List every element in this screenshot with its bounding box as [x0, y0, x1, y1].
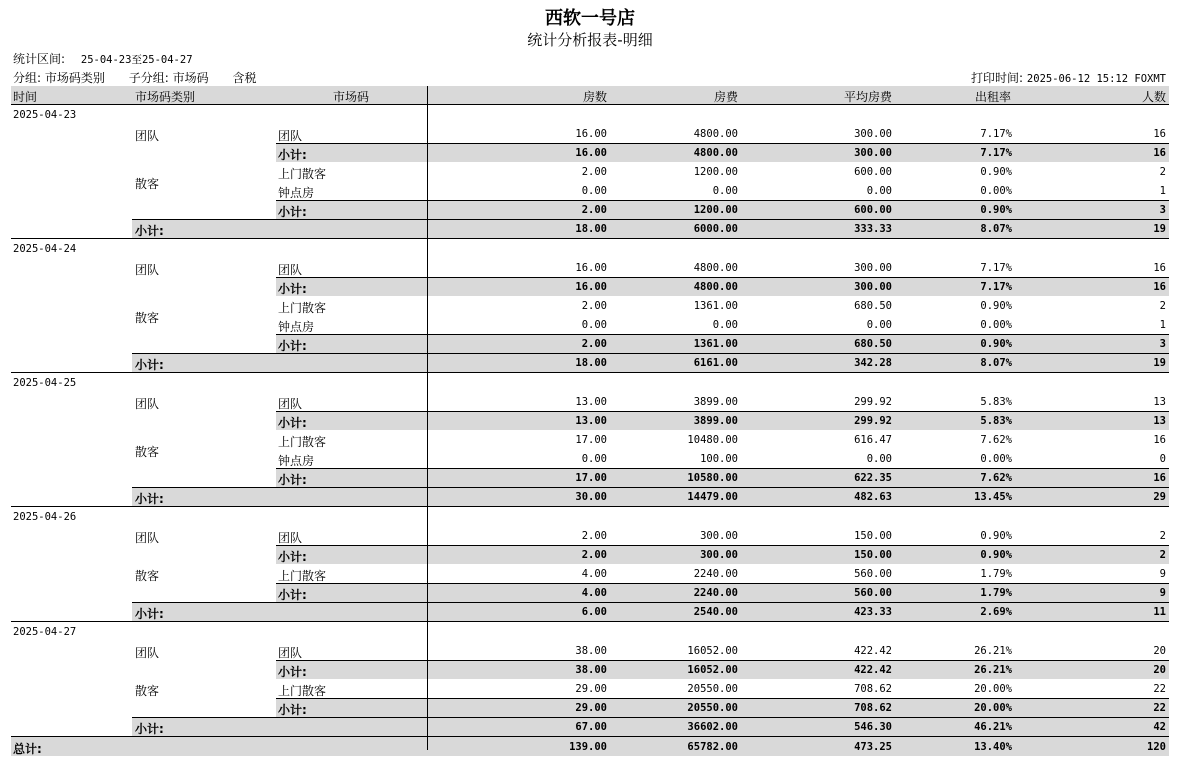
- avg-rate-value: 680.50: [854, 338, 892, 350]
- guests-value: 2: [1159, 300, 1166, 312]
- room-revenue-value: 2240.00: [693, 587, 738, 599]
- avg-rate-value: 299.92: [854, 415, 892, 427]
- rooms-value: 2.00: [581, 549, 607, 561]
- avg-rate-value: 299.92: [854, 396, 892, 408]
- date-row: [11, 507, 1169, 526]
- subtotal-label: 小计:: [278, 550, 307, 564]
- group-subtotal-row: [11, 143, 1169, 162]
- room-revenue-value: 0.00: [712, 319, 738, 331]
- group-label: 分组:: [13, 71, 42, 85]
- room-revenue-value: 14479.00: [687, 491, 738, 503]
- market-code-label: 上门散客: [278, 435, 327, 449]
- date-label: 2025-04-23: [13, 109, 77, 121]
- market-code-label: 上门散客: [278, 684, 327, 698]
- rooms-value: 17.00: [575, 434, 607, 446]
- room-revenue-value: 10580.00: [687, 472, 738, 484]
- rooms-value: 18.00: [575, 223, 607, 235]
- group-subtotal-row: [11, 334, 1169, 353]
- avg-rate-value: 616.47: [854, 434, 892, 446]
- room-revenue-value: 1200.00: [693, 204, 738, 216]
- guests-value: 20: [1153, 664, 1166, 676]
- room-revenue-value: 300.00: [700, 530, 738, 542]
- col-header-rooms: 房数: [582, 90, 607, 104]
- rooms-value: 16.00: [575, 128, 607, 140]
- guests-value: 0: [1159, 453, 1166, 465]
- market-code-label: 上门散客: [278, 167, 327, 181]
- avg-rate-value: 622.35: [854, 472, 892, 484]
- group-subtotal-row: [11, 277, 1169, 296]
- group-subtotal-row: [11, 583, 1169, 602]
- occupancy-value: 0.90%: [980, 166, 1012, 178]
- subtotal-label: 小计:: [278, 665, 307, 679]
- market-code-label: 团队: [278, 646, 303, 660]
- guests-value: 2: [1159, 549, 1166, 561]
- avg-rate-value: 600.00: [854, 204, 892, 216]
- room-revenue-value: 6161.00: [693, 357, 738, 369]
- subtotal-label: 小计:: [135, 722, 164, 736]
- occupancy-value: 7.17%: [980, 281, 1012, 293]
- avg-rate-value: 600.00: [854, 166, 892, 178]
- avg-rate-value: 546.30: [854, 721, 892, 733]
- market-category-label: 散客: [135, 310, 160, 325]
- room-revenue-value: 3899.00: [693, 415, 738, 427]
- room-revenue-value: 16052.00: [687, 664, 738, 676]
- room-revenue-value: 65782.00: [687, 741, 738, 753]
- occupancy-value: 1.79%: [980, 568, 1012, 580]
- occupancy-value: 20.00%: [974, 683, 1012, 695]
- guests-value: 13: [1153, 396, 1166, 408]
- occupancy-value: 0.90%: [980, 549, 1012, 561]
- guests-value: 16: [1153, 434, 1166, 446]
- rooms-value: 4.00: [581, 568, 607, 580]
- rooms-value: 2.00: [581, 204, 607, 216]
- guests-value: 3: [1159, 204, 1166, 216]
- room-revenue-value: 1200.00: [693, 166, 738, 178]
- guests-value: 2: [1159, 166, 1166, 178]
- report-table: [11, 86, 1169, 756]
- group-subtotal-row: [11, 698, 1169, 717]
- subtotal-label: 小计:: [278, 703, 307, 717]
- avg-rate-value: 708.62: [854, 683, 892, 695]
- subtotal-label: 小计:: [278, 282, 307, 296]
- date-subtotal-row: [11, 602, 1169, 622]
- period-label: 统计区间:: [13, 52, 66, 66]
- date-subtotal-row: [11, 219, 1169, 239]
- date-row: [11, 373, 1169, 392]
- guests-value: 16: [1153, 281, 1166, 293]
- room-revenue-value: 36602.00: [687, 721, 738, 733]
- market-category-label: 团队: [135, 397, 160, 411]
- avg-rate-value: 708.62: [854, 702, 892, 714]
- avg-rate-value: 422.42: [854, 664, 892, 676]
- subtotal-band: [132, 487, 1169, 506]
- avg-rate-value: 300.00: [854, 147, 892, 159]
- date-subtotal-row: [11, 353, 1169, 373]
- rooms-value: 2.00: [581, 338, 607, 350]
- group-subtotal-row: [11, 660, 1169, 679]
- rooms-value: 16.00: [575, 147, 607, 159]
- rooms-value: 0.00: [581, 453, 607, 465]
- room-revenue-value: 100.00: [700, 453, 738, 465]
- table-row: [11, 641, 1169, 660]
- avg-rate-value: 0.00: [866, 319, 892, 331]
- rooms-value: 2.00: [581, 530, 607, 542]
- avg-rate-value: 333.33: [854, 223, 892, 235]
- guests-value: 11: [1153, 606, 1166, 618]
- occupancy-value: 2.69%: [980, 606, 1012, 618]
- rooms-value: 13.00: [575, 396, 607, 408]
- col-header-room-revenue: 房费: [713, 90, 738, 104]
- room-revenue-value: 4800.00: [693, 281, 738, 293]
- occupancy-value: 1.79%: [980, 587, 1012, 599]
- guests-value: 29: [1153, 491, 1166, 503]
- group-subtotal-row: [11, 468, 1169, 487]
- column-divider: [427, 86, 428, 750]
- avg-rate-value: 300.00: [854, 281, 892, 293]
- guests-value: 9: [1159, 568, 1166, 580]
- room-revenue-value: 4800.00: [693, 147, 738, 159]
- subgroup-value: 市场码: [172, 71, 209, 85]
- guests-value: 120: [1147, 741, 1166, 753]
- occupancy-value: 0.00%: [980, 453, 1012, 465]
- occupancy-value: 13.45%: [974, 491, 1012, 503]
- guests-value: 19: [1153, 223, 1166, 235]
- room-revenue-value: 4800.00: [693, 262, 738, 274]
- table-row: [11, 162, 1169, 191]
- table-header: [11, 86, 1169, 105]
- report-subtitle: 统计分析报表-明细: [527, 31, 653, 49]
- occupancy-value: 7.62%: [980, 434, 1012, 446]
- subtotal-band: [132, 353, 1169, 372]
- market-code-label: 钟点房: [278, 320, 315, 334]
- table-row: [11, 258, 1169, 277]
- rooms-value: 13.00: [575, 415, 607, 427]
- occupancy-value: 0.90%: [980, 204, 1012, 216]
- rooms-value: 4.00: [581, 587, 607, 599]
- guests-value: 16: [1153, 262, 1166, 274]
- avg-rate-value: 680.50: [854, 300, 892, 312]
- room-revenue-value: 1361.00: [693, 338, 738, 350]
- guests-value: 1: [1159, 185, 1166, 197]
- occupancy-value: 0.00%: [980, 319, 1012, 331]
- room-revenue-value: 16052.00: [687, 645, 738, 657]
- market-category-label: 团队: [135, 531, 160, 545]
- avg-rate-value: 482.63: [854, 491, 892, 503]
- room-revenue-value: 10480.00: [687, 434, 738, 446]
- print-time-value: 2025-06-12 15:12 FOXMT: [1026, 73, 1166, 85]
- rooms-value: 139.00: [569, 741, 607, 753]
- period-row: [13, 50, 193, 67]
- table-row: [11, 392, 1169, 411]
- guests-value: 42: [1153, 721, 1166, 733]
- guests-value: 22: [1153, 683, 1166, 695]
- rooms-value: 6.00: [581, 606, 607, 618]
- market-category-label: 团队: [135, 646, 160, 660]
- occupancy-value: 5.83%: [980, 415, 1012, 427]
- room-revenue-value: 4800.00: [693, 128, 738, 140]
- subtotal-label: 小计:: [135, 607, 164, 621]
- subtotal-band: [132, 219, 1169, 238]
- subtotal-label: 小计:: [278, 148, 307, 162]
- group-subtotal-row: [11, 200, 1169, 219]
- occupancy-value: 46.21%: [974, 721, 1012, 733]
- subtotal-label: 小计:: [278, 205, 307, 219]
- subtotal-label: 小计:: [278, 473, 307, 487]
- date-row: [11, 622, 1169, 641]
- guests-value: 13: [1153, 415, 1166, 427]
- occupancy-value: 13.40%: [974, 741, 1012, 753]
- rooms-value: 0.00: [581, 185, 607, 197]
- date-subtotal-row: [11, 717, 1169, 737]
- date-row: [11, 105, 1169, 124]
- occupancy-value: 0.00%: [980, 185, 1012, 197]
- rooms-value: 0.00: [581, 319, 607, 331]
- date-row: [11, 239, 1169, 258]
- avg-rate-value: 0.00: [866, 185, 892, 197]
- rooms-value: 38.00: [575, 645, 607, 657]
- table-row: [11, 526, 1169, 545]
- print-time-label: 打印时间:: [971, 71, 1024, 85]
- occupancy-value: 7.17%: [980, 262, 1012, 274]
- rooms-value: 29.00: [575, 702, 607, 714]
- subtotal-label: 小计:: [278, 416, 307, 430]
- guests-value: 16: [1153, 472, 1166, 484]
- market-category-label: 散客: [135, 176, 160, 191]
- avg-rate-value: 560.00: [854, 587, 892, 599]
- room-revenue-value: 6000.00: [693, 223, 738, 235]
- market-category-label: 散客: [135, 444, 160, 459]
- avg-rate-value: 300.00: [854, 262, 892, 274]
- guests-value: 1: [1159, 319, 1166, 331]
- occupancy-value: 7.17%: [980, 147, 1012, 159]
- avg-rate-value: 423.33: [854, 606, 892, 618]
- col-header-guests: 人数: [1141, 90, 1166, 104]
- market-code-label: 上门散客: [278, 301, 327, 315]
- room-revenue-value: 0.00: [712, 185, 738, 197]
- group-value: 市场码类别: [44, 71, 105, 85]
- rooms-value: 29.00: [575, 683, 607, 695]
- room-revenue-value: 1361.00: [693, 300, 738, 312]
- guests-value: 20: [1153, 645, 1166, 657]
- room-revenue-value: 3899.00: [693, 396, 738, 408]
- grand-total-row: [11, 737, 1169, 756]
- rooms-value: 18.00: [575, 357, 607, 369]
- market-category-label: 散客: [135, 569, 160, 583]
- guests-value: 22: [1153, 702, 1166, 714]
- table-row: [11, 679, 1169, 698]
- room-revenue-value: 20550.00: [687, 702, 738, 714]
- market-code-label: 钟点房: [278, 454, 315, 468]
- print-time-row: [971, 69, 1166, 86]
- table-row: [11, 124, 1169, 143]
- subtotal-band: [132, 717, 1169, 736]
- rooms-value: 2.00: [581, 166, 607, 178]
- occupancy-value: 8.07%: [980, 223, 1012, 235]
- avg-rate-value: 0.00: [866, 453, 892, 465]
- rooms-value: 67.00: [575, 721, 607, 733]
- col-header-avg-rate: 平均房费: [843, 90, 892, 104]
- market-category-label: 团队: [135, 263, 160, 277]
- date-label: 2025-04-27: [13, 626, 77, 638]
- group-subtotal-row: [11, 411, 1169, 430]
- occupancy-value: 26.21%: [974, 645, 1012, 657]
- subtotal-label: 小计:: [135, 224, 164, 238]
- occupancy-value: 5.83%: [980, 396, 1012, 408]
- market-category-label: 散客: [135, 684, 160, 698]
- col-header-occupancy: 出租率: [974, 90, 1011, 104]
- occupancy-value: 0.90%: [980, 338, 1012, 350]
- subtotal-label: 小计:: [278, 339, 307, 353]
- room-revenue-value: 20550.00: [687, 683, 738, 695]
- avg-rate-value: 422.42: [854, 645, 892, 657]
- avg-rate-value: 300.00: [854, 128, 892, 140]
- table-row: [11, 564, 1169, 583]
- market-code-label: 团队: [278, 129, 303, 143]
- date-label: 2025-04-24: [13, 243, 77, 255]
- avg-rate-value: 473.25: [854, 741, 892, 753]
- room-revenue-value: 2240.00: [693, 568, 738, 580]
- guests-value: 9: [1159, 587, 1166, 599]
- rooms-value: 30.00: [575, 491, 607, 503]
- rooms-value: 2.00: [581, 300, 607, 312]
- report-store-title: 西软一号店: [545, 8, 635, 29]
- subtotal-band: [132, 602, 1169, 621]
- market-category-label: 团队: [135, 129, 160, 143]
- occupancy-value: 26.21%: [974, 664, 1012, 676]
- subgroup-label: 子分组:: [128, 71, 169, 85]
- date-subtotal-row: [11, 487, 1169, 507]
- group-subtotal-row: [11, 545, 1169, 564]
- date-label: 2025-04-26: [13, 511, 77, 523]
- col-header-market-code: 市场码: [333, 90, 370, 104]
- market-code-label: 上门散客: [278, 569, 327, 583]
- guests-value: 2: [1159, 530, 1166, 542]
- guests-value: 19: [1153, 357, 1166, 369]
- avg-rate-value: 150.00: [854, 549, 892, 561]
- guests-value: 3: [1159, 338, 1166, 350]
- grouping-row: [13, 69, 256, 86]
- rooms-value: 38.00: [575, 664, 607, 676]
- occupancy-value: 0.90%: [980, 300, 1012, 312]
- rooms-value: 16.00: [575, 262, 607, 274]
- total-label: 总计:: [13, 742, 42, 756]
- table-row: [11, 315, 1169, 334]
- occupancy-value: 7.17%: [980, 128, 1012, 140]
- occupancy-value: 0.90%: [980, 530, 1012, 542]
- date-label: 2025-04-25: [13, 377, 77, 389]
- occupancy-value: 7.62%: [980, 472, 1012, 484]
- market-code-label: 团队: [278, 397, 303, 411]
- guests-value: 16: [1153, 147, 1166, 159]
- tax-mode: 含税: [232, 71, 257, 85]
- rooms-value: 16.00: [575, 281, 607, 293]
- avg-rate-value: 150.00: [854, 530, 892, 542]
- subtotal-label: 小计:: [135, 358, 164, 372]
- rooms-value: 17.00: [575, 472, 607, 484]
- table-body: [11, 105, 1169, 756]
- table-row: [11, 449, 1169, 468]
- col-header-market-category: 市场码类别: [135, 90, 196, 104]
- period-value: 25-04-23至25-04-27: [80, 54, 193, 66]
- col-header-time: 时间: [13, 90, 38, 104]
- room-revenue-value: 300.00: [700, 549, 738, 561]
- occupancy-value: 8.07%: [980, 357, 1012, 369]
- table-row: [11, 181, 1169, 200]
- avg-rate-value: 342.28: [854, 357, 892, 369]
- market-code-label: 钟点房: [278, 186, 315, 200]
- avg-rate-value: 560.00: [854, 568, 892, 580]
- guests-value: 16: [1153, 128, 1166, 140]
- market-code-label: 团队: [278, 531, 303, 545]
- market-code-label: 团队: [278, 263, 303, 277]
- occupancy-value: 20.00%: [974, 702, 1012, 714]
- room-revenue-value: 2540.00: [693, 606, 738, 618]
- subtotal-label: 小计:: [135, 492, 164, 506]
- subtotal-label: 小计:: [278, 588, 307, 602]
